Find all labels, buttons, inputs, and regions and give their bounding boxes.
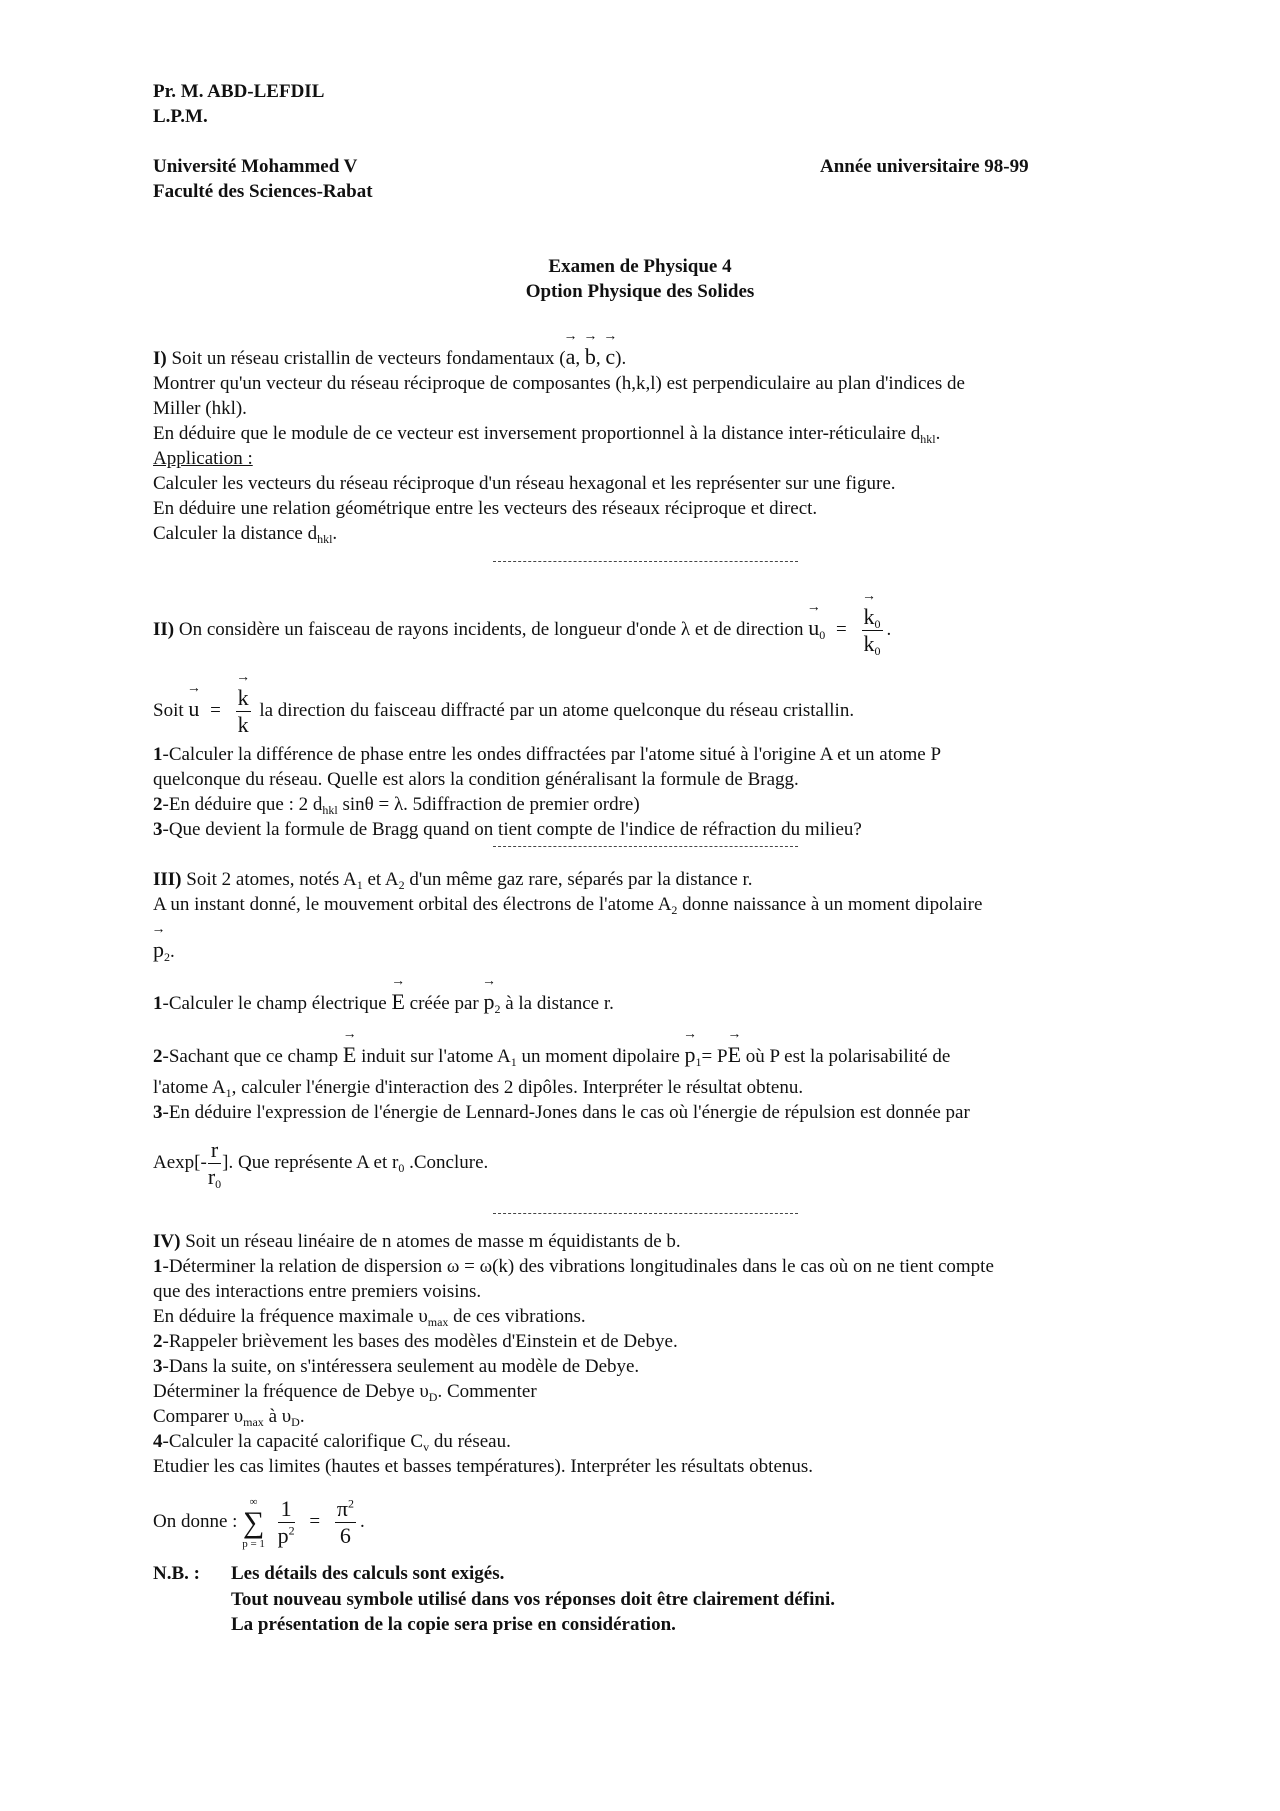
part1-line2: Montrer qu'un vecteur du réseau réciproque de composantes (h,k,l) est perpendiculaire au plan d'indices de bbox=[153, 373, 965, 394]
sub-D: D bbox=[428, 1390, 438, 1404]
part2-intro bbox=[153, 604, 891, 657]
sub-2: 2 bbox=[398, 878, 405, 892]
part2-intro-text: On considère un faisceau de rayons incidents, de longueur d'onde λ et de direction bbox=[178, 618, 804, 640]
part1-label: I) bbox=[153, 348, 167, 369]
soit-text: Soit bbox=[153, 699, 184, 721]
part2-q1 bbox=[153, 743, 941, 767]
q-text-end: , calculer l'énergie d'interaction des 2 dipôles. Interpréter le résultat obtenu. bbox=[231, 1077, 804, 1098]
q-text: -Calculer le champ électrique bbox=[162, 993, 387, 1014]
fraction-r bbox=[208, 1137, 221, 1190]
sub-1: 1 bbox=[695, 1055, 702, 1069]
q-text: -Calculer la différence de phase entre les ondes diffractées par l'atome situé à l'origine A et un atome P bbox=[162, 744, 942, 765]
part4-q1c bbox=[153, 1305, 586, 1329]
part4-q4b: Etudier les cas limites (hautes et basses températures). Interpréter les résultats obtenus. bbox=[153, 1456, 814, 1477]
part4-q3 bbox=[153, 1355, 639, 1379]
separator-2 bbox=[493, 846, 798, 847]
given-text: On donne : bbox=[153, 1511, 238, 1532]
part3-q2 bbox=[153, 1043, 950, 1069]
sub-0: 0 bbox=[398, 1161, 405, 1175]
q-number: 4 bbox=[153, 1431, 163, 1452]
q-number: 2 bbox=[153, 794, 163, 815]
sum-symbol bbox=[242, 1496, 265, 1550]
p2-end: . bbox=[170, 941, 175, 962]
q-text: l'atome A bbox=[153, 1077, 226, 1098]
exam-title: Examen de Physique 4 bbox=[548, 256, 732, 277]
q-text-mid: à υ bbox=[263, 1406, 292, 1427]
given-end: . bbox=[359, 1511, 365, 1532]
q-text: -Que devient la formule de Bragg quand on tient compte de l'indice de réfraction du milieu? bbox=[162, 819, 862, 840]
part2-intro-end: . bbox=[886, 618, 892, 640]
nb-label: N.B. : bbox=[153, 1563, 200, 1584]
part3-q1 bbox=[153, 990, 614, 1016]
fraction-pi2-6 bbox=[335, 1496, 356, 1549]
vector-p2: → p bbox=[153, 938, 164, 962]
part4-q1 bbox=[153, 1255, 994, 1279]
sub-max: max bbox=[243, 1415, 264, 1429]
application-3-end: . bbox=[332, 523, 338, 544]
part2-label: II) bbox=[153, 618, 175, 640]
application-2: En déduire une relation géométrique entre les vecteurs des réseaux réciproque et direct. bbox=[153, 498, 818, 519]
q-text: -En déduire l'expression de l'énergie de Lennard-Jones dans le cas où l'énergie de répulsion est donnée par bbox=[162, 1102, 970, 1123]
faculty: Faculté des Sciences-Rabat bbox=[153, 181, 373, 202]
fraction-num: 1 bbox=[278, 1496, 295, 1523]
q-text-end: où P est la polarisabilité de bbox=[745, 1046, 951, 1067]
fraction-num bbox=[335, 1496, 356, 1523]
fraction-1-p2 bbox=[278, 1496, 295, 1549]
q-text: -Calculer la capacité calorifique C bbox=[162, 1431, 424, 1452]
part4-q3c bbox=[153, 1405, 305, 1429]
part2-q2 bbox=[153, 793, 640, 817]
vector-c: → c bbox=[605, 345, 615, 369]
q-text: -Déterminer la relation de dispersion ω = ω(k) des vibrations longitudinales dans le cas où on ne tient compte bbox=[162, 1256, 994, 1277]
sub-max: max bbox=[427, 1315, 449, 1329]
vector-E: → E bbox=[391, 990, 404, 1014]
q-number: 1 bbox=[153, 1256, 163, 1277]
vector-p1: → p bbox=[685, 1043, 696, 1067]
fraction-num bbox=[862, 604, 883, 631]
q-text: En déduire la fréquence maximale υ bbox=[153, 1306, 428, 1327]
sum-top: ∞ bbox=[249, 1495, 258, 1508]
sub-0: 0 bbox=[874, 617, 881, 631]
lab: L.P.M. bbox=[153, 106, 208, 127]
separator-1 bbox=[493, 561, 798, 562]
part1-line4 bbox=[153, 422, 940, 446]
q-number: 2 bbox=[153, 1046, 163, 1067]
author: Pr. M. ABD-LEFDIL bbox=[153, 81, 325, 102]
equals-sign: = bbox=[210, 699, 221, 721]
sum-bottom: p = 1 bbox=[242, 1537, 265, 1550]
part4-q1b: que des interactions entre premiers voisins. bbox=[153, 1281, 482, 1302]
sup-2: 2 bbox=[288, 1523, 295, 1538]
q-number: 1 bbox=[153, 993, 163, 1014]
sub-2: 2 bbox=[494, 1002, 501, 1016]
part4-q4 bbox=[153, 1430, 511, 1454]
part2-q1b: quelconque du réseau. Quelle est alors la condition généralisant la formule de Bragg. bbox=[153, 769, 799, 790]
nb-line1: Les détails des calculs sont exigés. bbox=[231, 1563, 505, 1584]
line2-end: donne naissance à un moment dipolaire bbox=[677, 894, 983, 915]
part1-intro: I) Soit un réseau cristallin de vecteurs fondamentaux (→ a, → b, → c). bbox=[153, 345, 626, 371]
q-text-mid: créée par bbox=[409, 993, 479, 1014]
q-text-mid2: un moment dipolaire bbox=[516, 1046, 680, 1067]
sub-0: 0 bbox=[874, 644, 881, 658]
sub-hkl: hkl bbox=[920, 432, 936, 446]
aexp-tail: .Conclure. bbox=[404, 1152, 489, 1173]
nb-line2: Tout nouveau symbole utilisé dans vos réponses doit être clairement défini. bbox=[231, 1589, 835, 1610]
university: Université Mohammed V bbox=[153, 156, 358, 177]
p-den: p bbox=[277, 1523, 289, 1549]
vector-u0: → u bbox=[808, 608, 819, 648]
sub-v: v bbox=[423, 1440, 430, 1454]
q-text-end: . bbox=[299, 1406, 305, 1427]
q-text-mid: induit sur l'atome A bbox=[361, 1046, 511, 1067]
q-text: -En déduire que : 2 d bbox=[162, 794, 323, 815]
q-text-end: de ces vibrations. bbox=[448, 1306, 586, 1327]
part2-q3 bbox=[153, 818, 862, 842]
k0-den: k bbox=[863, 631, 875, 656]
fraction-den: k bbox=[237, 712, 249, 737]
pi-num: π bbox=[336, 1496, 348, 1522]
part1-line3: Miller (hkl). bbox=[153, 398, 247, 419]
fraction-num bbox=[236, 685, 251, 712]
aexp-end: ]. Que représente A et r bbox=[222, 1152, 399, 1173]
sub-2: 2 bbox=[671, 903, 678, 917]
vector-E: → E bbox=[728, 1043, 741, 1067]
vector-k0: → k bbox=[864, 604, 875, 630]
part3-q2b bbox=[153, 1076, 803, 1100]
vector-u: → u bbox=[188, 689, 199, 729]
part4-intro bbox=[153, 1230, 681, 1254]
part3-intro bbox=[153, 868, 753, 892]
fraction-den bbox=[862, 631, 883, 657]
vector-b: → b bbox=[585, 345, 596, 369]
part2-soit bbox=[153, 685, 854, 738]
separator-3 bbox=[493, 1213, 798, 1214]
q-text: Déterminer la fréquence de Debye υ bbox=[153, 1381, 429, 1402]
equals-sign: = bbox=[836, 618, 847, 640]
intro-text: Soit 2 atomes, notés A bbox=[186, 869, 357, 890]
application-3-text: Calculer la distance d bbox=[153, 523, 318, 544]
fraction-den bbox=[208, 1164, 221, 1190]
part1-line4-text: En déduire que le module de ce vecteur est inversement proportionnel à la distance inter-réticulaire d bbox=[153, 423, 921, 444]
application-1: Calculer les vecteurs du réseau réciproque d'un réseau hexagonal et les représenter sur une figure. bbox=[153, 473, 896, 494]
sub-hkl: hkl bbox=[322, 803, 338, 817]
soit-description: la direction du faisceau diffracté par un atome quelconque du réseau cristallin. bbox=[259, 699, 855, 721]
sub-2: 2 bbox=[164, 950, 170, 964]
q-text: Comparer υ bbox=[153, 1406, 244, 1427]
part1-intro-text: Soit un réseau cristallin de vecteurs fondamentaux ( bbox=[171, 348, 566, 369]
fraction-num: r bbox=[208, 1137, 221, 1164]
exam-subtitle: Option Physique des Solides bbox=[525, 281, 755, 302]
part4-label: IV) bbox=[153, 1231, 181, 1252]
q-number: 3 bbox=[153, 819, 163, 840]
fraction-den bbox=[278, 1523, 295, 1549]
r0-den: r bbox=[207, 1164, 216, 1190]
intro-end: d'un même gaz rare, séparés par la distance r. bbox=[404, 869, 753, 890]
vector-p2: → p bbox=[483, 990, 494, 1014]
part4-q3b bbox=[153, 1380, 537, 1404]
q-text: -Dans la suite, on s'intéressera seulement au modèle de Debye. bbox=[162, 1356, 640, 1377]
vector-E: → E bbox=[343, 1043, 356, 1067]
q-number: 2 bbox=[153, 1331, 163, 1352]
q-text: -Sachant que ce champ bbox=[162, 1046, 339, 1067]
part1-intro-end: ). bbox=[615, 348, 627, 369]
sub-hkl: hkl bbox=[317, 532, 333, 546]
sub-0: 0 bbox=[215, 1177, 222, 1192]
sub-1: 1 bbox=[510, 1055, 517, 1069]
q-text-end: du réseau. bbox=[429, 1431, 511, 1452]
part3-line2 bbox=[153, 893, 982, 917]
line2-text: A un instant donné, le mouvement orbital des électrons de l'atome A bbox=[153, 894, 672, 915]
part3-q3 bbox=[153, 1101, 970, 1125]
nb-line3: La présentation de la copie sera prise en considération. bbox=[231, 1614, 676, 1635]
sub-1: 1 bbox=[225, 1086, 232, 1100]
sub-D: D bbox=[291, 1415, 300, 1429]
q-text-eq: = P bbox=[701, 1046, 728, 1067]
q-text-end: sinθ = λ. 5diffraction de premier ordre) bbox=[337, 794, 640, 815]
part3-p2 bbox=[153, 938, 175, 964]
fraction-den: 6 bbox=[339, 1523, 351, 1549]
q-number: 3 bbox=[153, 1356, 163, 1377]
vector-a: → a bbox=[566, 345, 576, 369]
fraction-k0 bbox=[862, 604, 883, 657]
sub-0: 0 bbox=[819, 627, 826, 642]
q-text-end: . Commenter bbox=[437, 1381, 537, 1402]
q-number: 3 bbox=[153, 1102, 163, 1123]
q-text-end: à la distance r. bbox=[505, 993, 614, 1014]
sup-2: 2 bbox=[347, 1496, 354, 1511]
q-text: -Rappeler brièvement les bases des modèles d'Einstein et de Debye. bbox=[162, 1331, 678, 1352]
sum-sigma: ∑ bbox=[242, 1505, 265, 1539]
part1-line4-end: . bbox=[935, 423, 941, 444]
aexp-text: Aexp[- bbox=[153, 1152, 207, 1173]
sub-1: 1 bbox=[356, 878, 363, 892]
part4-q2 bbox=[153, 1330, 678, 1354]
fraction-k bbox=[236, 685, 251, 738]
application-3 bbox=[153, 522, 337, 546]
q-number: 1 bbox=[153, 744, 163, 765]
academic-year: Année universitaire 98-99 bbox=[820, 156, 1029, 177]
application-label: Application : bbox=[153, 448, 253, 469]
part4-given bbox=[153, 1487, 365, 1557]
intro-mid: et A bbox=[362, 869, 399, 890]
part3-label: III) bbox=[153, 869, 182, 890]
vector-k: → k bbox=[238, 685, 249, 711]
equals-sign: = bbox=[309, 1511, 321, 1532]
part3-aexp bbox=[153, 1137, 488, 1190]
intro-text: Soit un réseau linéaire de n atomes de masse m équidistants de b. bbox=[185, 1231, 681, 1252]
